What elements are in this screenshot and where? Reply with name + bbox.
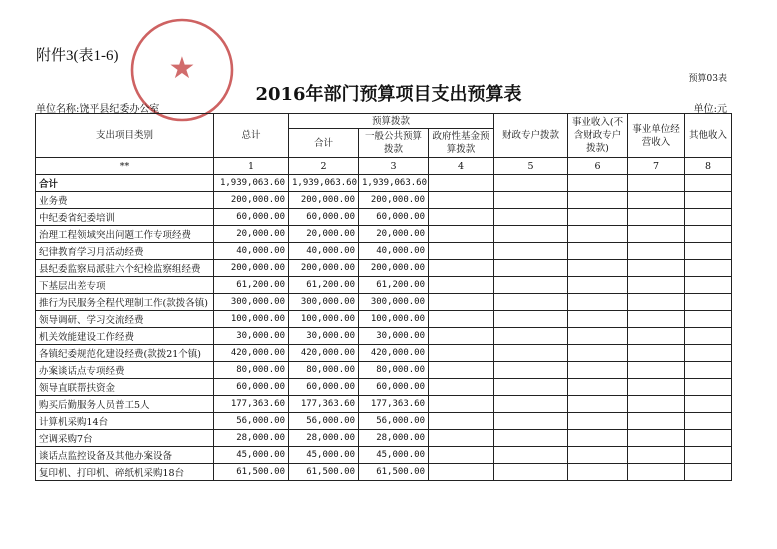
row-subtotal: 30,000.00 [289,328,359,345]
svg-text:★: ★ [168,51,196,86]
row-business-income [568,192,628,209]
unit-measure: 单位:元 [693,104,727,115]
row-subtotal: 200,000.00 [289,192,359,209]
budget-table [35,113,732,481]
row-special [494,379,568,396]
row-general: 80,000.00 [359,362,429,379]
row-business-income [568,294,628,311]
row-operating-income [628,345,685,362]
index-cell: 1 [214,158,289,175]
row-business-income [568,243,628,260]
row-operating-income [628,277,685,294]
row-gov-fund [429,396,494,413]
row-subtotal: 56,000.00 [289,413,359,430]
row-name: 复印机、打印机、碎纸机采购18台 [36,464,214,481]
index-cell: 5 [494,158,568,175]
row-gov-fund [429,209,494,226]
row-general: 1,939,063.60 [359,175,429,192]
row-general: 28,000.00 [359,430,429,447]
row-business-income [568,379,628,396]
row-business-income [568,226,628,243]
row-name: 合计 [36,175,214,192]
row-total: 28,000.00 [214,430,289,447]
row-subtotal: 60,000.00 [289,379,359,396]
row-subtotal: 80,000.00 [289,362,359,379]
row-total: 100,000.00 [214,311,289,328]
unit-name: 单位名称:饶平县纪委办公室 [36,104,160,115]
row-total: 56,000.00 [214,413,289,430]
row-gov-fund [429,464,494,481]
row-general: 61,200.00 [359,277,429,294]
index-cell: 6 [568,158,628,175]
row-gov-fund [429,260,494,277]
row-special [494,226,568,243]
row-subtotal: 200,000.00 [289,260,359,277]
header-special: 财政专户拨款 [494,114,568,158]
row-operating-income [628,328,685,345]
row-gov-fund [429,413,494,430]
row-special [494,396,568,413]
row-special [494,192,568,209]
row-gov-fund [429,379,494,396]
row-total: 1,939,063.60 [214,175,289,192]
header-gov-fund: 政府性基金预算拨款 [429,129,494,158]
row-other-income [685,413,732,430]
row-operating-income [628,396,685,413]
row-name: 空调采购7台 [36,430,214,447]
row-other-income [685,226,732,243]
index-cell: ** [36,158,214,175]
page-title: 2016年部门预算项目支出预算表 [255,84,522,105]
row-general: 420,000.00 [359,345,429,362]
row-subtotal: 1,939,063.60 [289,175,359,192]
row-gov-fund [429,277,494,294]
row-gov-fund [429,447,494,464]
row-operating-income [628,209,685,226]
row-operating-income [628,192,685,209]
row-gov-fund [429,243,494,260]
index-cell: 7 [628,158,685,175]
row-total: 40,000.00 [214,243,289,260]
form-code: 预算03表 [688,74,727,84]
row-general: 100,000.00 [359,311,429,328]
row-other-income [685,345,732,362]
row-general: 45,000.00 [359,447,429,464]
row-total: 61,200.00 [214,277,289,294]
row-business-income [568,277,628,294]
table-row [36,294,732,311]
row-general: 56,000.00 [359,413,429,430]
row-business-income [568,345,628,362]
row-total: 45,000.00 [214,447,289,464]
row-special [494,209,568,226]
row-name: 办案谈话点专项经费 [36,362,214,379]
row-other-income [685,328,732,345]
table-row [36,175,732,192]
row-name: 县纪委监察局派驻六个纪检监察组经费 [36,260,214,277]
row-gov-fund [429,226,494,243]
header-budget-group: 预算拨款 [289,114,494,129]
row-general: 40,000.00 [359,243,429,260]
row-total: 61,500.00 [214,464,289,481]
index-cell: 2 [289,158,359,175]
row-total: 200,000.00 [214,192,289,209]
row-subtotal: 61,200.00 [289,277,359,294]
row-other-income [685,260,732,277]
table-row [36,243,732,260]
row-special [494,294,568,311]
row-other-income [685,379,732,396]
row-special [494,430,568,447]
row-business-income [568,311,628,328]
row-name: 推行为民服务全程代理制工作(款拨各镇) [36,294,214,311]
table-row [36,311,732,328]
row-gov-fund [429,175,494,192]
row-other-income [685,192,732,209]
row-general: 61,500.00 [359,464,429,481]
row-operating-income [628,294,685,311]
row-special [494,464,568,481]
table-row [36,447,732,464]
header-total: 总计 [214,114,289,158]
row-business-income [568,413,628,430]
row-name: 购买后勤服务人员普工5人 [36,396,214,413]
table-row [36,345,732,362]
row-business-income [568,175,628,192]
row-name: 谈话点监控设备及其他办案设备 [36,447,214,464]
table-row [36,277,732,294]
row-other-income [685,464,732,481]
row-business-income [568,464,628,481]
row-special [494,277,568,294]
row-total: 300,000.00 [214,294,289,311]
header-category: 支出项目类别 [36,114,214,158]
row-operating-income [628,379,685,396]
row-subtotal: 28,000.00 [289,430,359,447]
table-row [36,430,732,447]
row-special [494,260,568,277]
row-name: 计算机采购14台 [36,413,214,430]
header-business-income: 事业收入(不含财政专户拨款) [568,114,628,158]
row-name: 纪律教育学习月活动经费 [36,243,214,260]
row-name: 领导直联帮扶资金 [36,379,214,396]
row-business-income [568,447,628,464]
row-subtotal: 300,000.00 [289,294,359,311]
row-subtotal: 420,000.00 [289,345,359,362]
header-operating-income: 事业单位经营收入 [628,114,685,158]
row-business-income [568,209,628,226]
row-operating-income [628,260,685,277]
row-subtotal: 60,000.00 [289,209,359,226]
row-general: 200,000.00 [359,260,429,277]
row-special [494,362,568,379]
row-business-income [568,362,628,379]
row-gov-fund [429,430,494,447]
row-total: 60,000.00 [214,209,289,226]
row-subtotal: 45,000.00 [289,447,359,464]
row-general: 177,363.60 [359,396,429,413]
row-total: 60,000.00 [214,379,289,396]
row-other-income [685,447,732,464]
row-operating-income [628,447,685,464]
row-operating-income [628,413,685,430]
row-business-income [568,396,628,413]
table-row [36,379,732,396]
row-name: 中纪委省纪委培训 [36,209,214,226]
row-operating-income [628,430,685,447]
row-operating-income [628,175,685,192]
table-row [36,396,732,413]
row-special [494,328,568,345]
row-total: 30,000.00 [214,328,289,345]
row-subtotal: 177,363.60 [289,396,359,413]
row-special [494,243,568,260]
row-gov-fund [429,294,494,311]
index-cell: 8 [685,158,732,175]
row-other-income [685,209,732,226]
row-operating-income [628,464,685,481]
row-subtotal: 20,000.00 [289,226,359,243]
row-business-income [568,260,628,277]
row-total: 20,000.00 [214,226,289,243]
row-business-income [568,328,628,345]
table-row [36,192,732,209]
row-total: 420,000.00 [214,345,289,362]
row-other-income [685,311,732,328]
row-subtotal: 61,500.00 [289,464,359,481]
row-special [494,175,568,192]
row-total: 80,000.00 [214,362,289,379]
header-subtotal: 合计 [289,129,359,158]
index-row [36,158,732,175]
row-general: 300,000.00 [359,294,429,311]
row-general: 30,000.00 [359,328,429,345]
row-name: 治理工程领域突出问题工作专项经费 [36,226,214,243]
row-operating-income [628,311,685,328]
table-row [36,328,732,345]
row-general: 20,000.00 [359,226,429,243]
index-cell: 4 [429,158,494,175]
row-general: 200,000.00 [359,192,429,209]
row-name: 业务费 [36,192,214,209]
table-row [36,413,732,430]
table-row [36,226,732,243]
table-row [36,209,732,226]
row-gov-fund [429,345,494,362]
row-business-income [568,430,628,447]
row-operating-income [628,243,685,260]
row-subtotal: 40,000.00 [289,243,359,260]
table-row [36,260,732,277]
row-special [494,413,568,430]
row-special [494,345,568,362]
row-gov-fund [429,328,494,345]
row-gov-fund [429,362,494,379]
row-other-income [685,277,732,294]
row-name: 各镇纪委规范化建设经费(款拨21个镇) [36,345,214,362]
row-special [494,311,568,328]
row-other-income [685,396,732,413]
header-other-income: 其他收入 [685,114,732,158]
row-gov-fund [429,311,494,328]
row-other-income [685,243,732,260]
row-total: 200,000.00 [214,260,289,277]
row-name: 下基层出差专项 [36,277,214,294]
row-subtotal: 100,000.00 [289,311,359,328]
row-operating-income [628,226,685,243]
header-general: 一般公共预算拨款 [359,129,429,158]
row-other-income [685,294,732,311]
row-total: 177,363.60 [214,396,289,413]
attachment-label: 附件3(表1-6) [36,48,119,64]
row-name: 机关效能建设工作经费 [36,328,214,345]
table-row [36,362,732,379]
row-special [494,447,568,464]
row-name: 领导调研、学习交流经费 [36,311,214,328]
index-cell: 3 [359,158,429,175]
table-row [36,464,732,481]
row-other-income [685,362,732,379]
row-gov-fund [429,192,494,209]
row-operating-income [628,362,685,379]
row-other-income [685,175,732,192]
row-other-income [685,430,732,447]
row-general: 60,000.00 [359,209,429,226]
row-general: 60,000.00 [359,379,429,396]
